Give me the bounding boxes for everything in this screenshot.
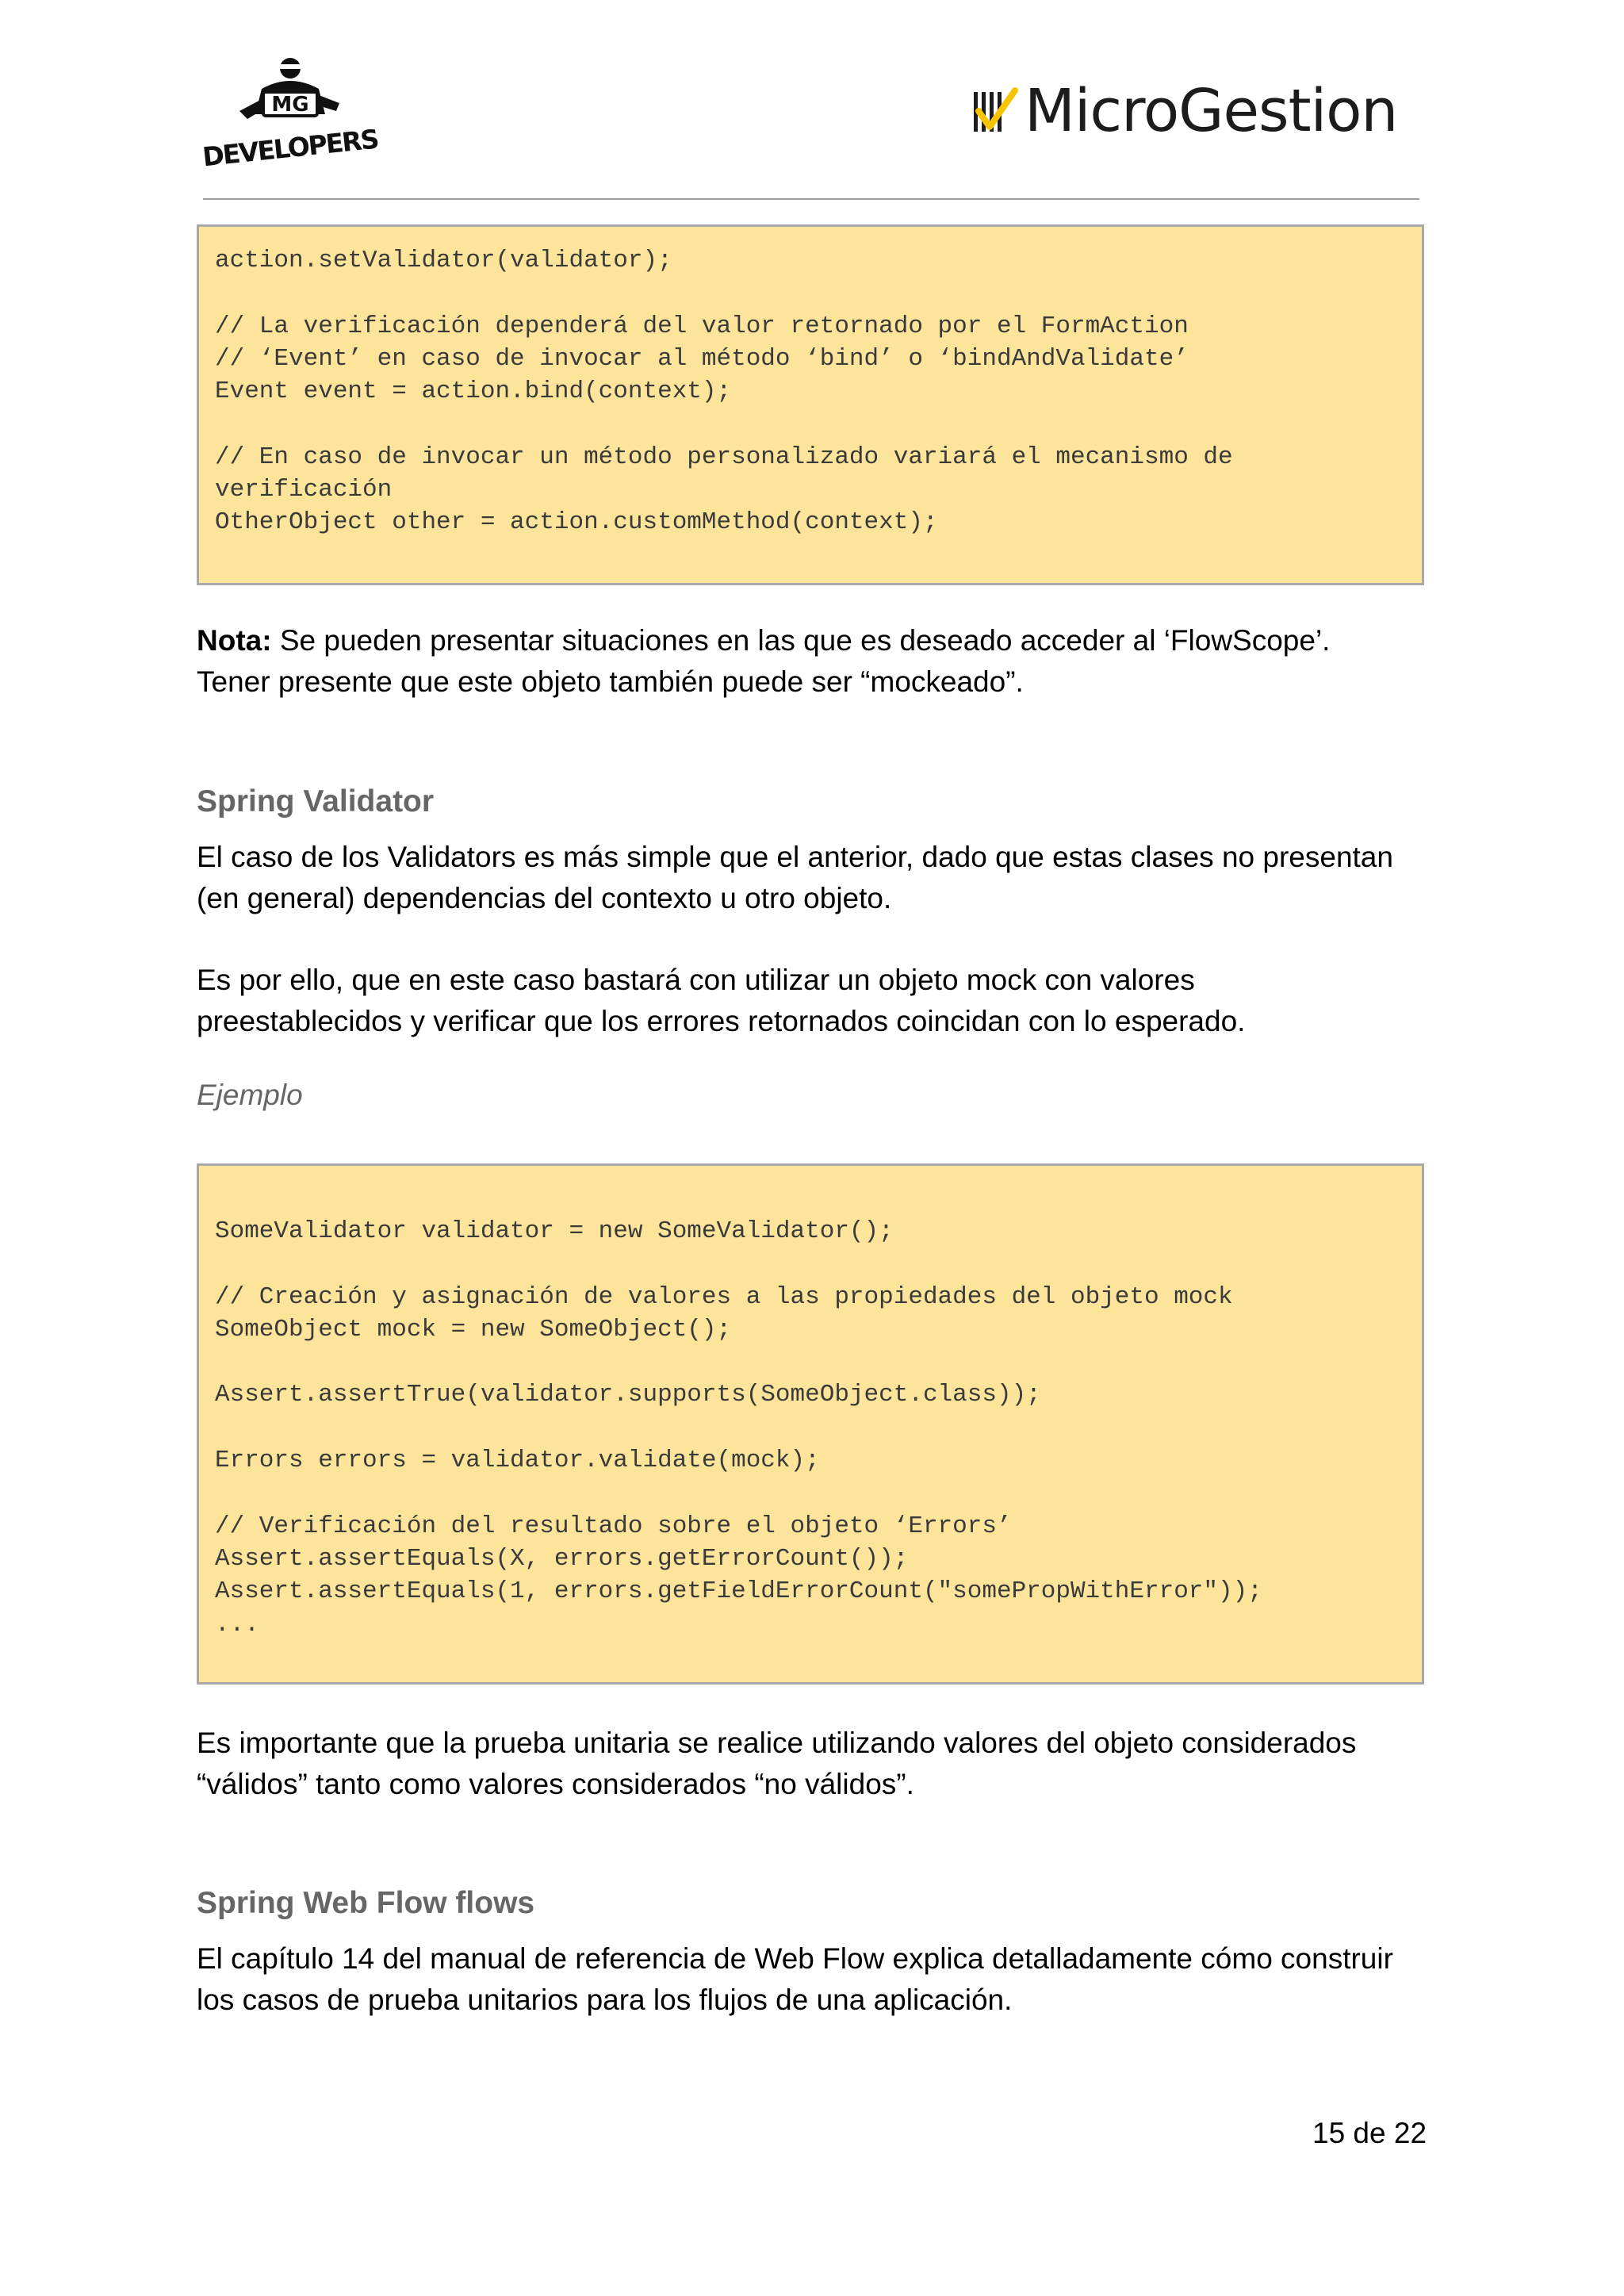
code-block-form-action [197,224,1424,585]
code-line: Assert.assertTrue(validator.supports(SomeObject.class)); [215,1381,1041,1409]
important-paragraph-line-2: “válidos” tanto como valores considerados “no válidos”. [197,1768,914,1800]
validator-paragraph-1-line-1: El caso de los Validators es más simple que el anterior, dado que estas clases no presentan [197,841,1393,873]
code-line [215,277,1422,309]
validator-paragraph-2-line-1: Es por ello, que en este caso bastará con utilizar un objeto mock con valores [197,964,1195,996]
code-line: ... [215,1610,259,1639]
code-line [215,1346,1422,1378]
note-label: Nota: [197,624,272,657]
code-line: // Verificación del resultado sobre el objeto ‘Errors’ [215,1512,1012,1540]
validator-paragraph-1-line-2: (en general) dependencias del contexto u otro objeto. [197,882,892,914]
webflow-paragraph-line-1: El capítulo 14 del manual de referencia de Web Flow explica detalladamente cómo construir [197,1942,1393,1975]
code-line [215,1412,1422,1444]
note-paragraph-line-2: Tener presente que este objeto también puede ser “mockeado”. [197,665,1024,698]
page-number: 15 de 22 [1312,2117,1427,2149]
code-line: SomeObject mock = new SomeObject(); [215,1315,732,1343]
code-line [215,408,1422,440]
mg-developers-logo [201,56,380,173]
code-line: SomeValidator validator = new SomeValidator(); [215,1217,894,1245]
code-line: Errors errors = validator.validate(mock); [215,1447,820,1475]
svg-text:DEVELOPERS: DEVELOPERS [201,123,380,173]
code-line: OtherObject other = action.customMethod(context); [215,508,938,537]
code-line: // Creación y asignación de valores a las propiedades del objeto mock [215,1282,1233,1311]
code-line: action.setValidator(validator); [215,247,672,274]
section-heading-spring-web-flow: Spring Web Flow flows [197,1886,535,1920]
code-block-validator-example [197,1163,1424,1685]
note-paragraph-line-1 [197,620,1330,661]
code-line [215,1248,1422,1280]
example-label: Ejemplo [197,1079,303,1111]
header-divider [203,198,1419,200]
section-heading-spring-validator: Spring Validator [197,784,435,818]
code-line: // En caso de invocar un método personalizado variará el mecanismo de [215,443,1233,471]
code-line: Assert.assertEquals(1, errors.getFieldErrorCount("somePropWithError")); [215,1577,1262,1606]
note-text: Se pueden presentar situaciones en las que es deseado acceder al ‘FlowScope’. [271,624,1331,657]
important-paragraph-line-1: Es importante que la prueba unitaria se realice utilizando valores del objeto considerados [197,1727,1357,1759]
code-line: Event event = action.bind(context); [215,378,732,406]
webflow-paragraph-line-2: los casos de prueba unitarios para los flujos de una aplicación. [197,1984,1013,2016]
microgestion-checkmark-icon [972,87,1018,135]
mg-developers-logo-icon [201,56,380,173]
code-line: verificación [215,476,393,504]
code-line [215,1477,1422,1509]
microgestion-brand-text: MicroGestion [1025,77,1398,145]
microgestion-logo [972,79,1397,143]
code-line: // La verificación dependerá del valor retornado por el FormAction [215,312,1189,340]
code-line: Assert.assertEquals(X, errors.getErrorCount()); [215,1544,909,1573]
code-line: // ‘Event’ en caso de invocar al método ‘bind’ o ‘bindAndValidate’ [215,344,1189,373]
validator-paragraph-2-line-2: preestablecidos y verificar que los errores retornados coincidan con lo esperado. [197,1005,1246,1037]
svg-text:MG: MG [271,93,309,117]
